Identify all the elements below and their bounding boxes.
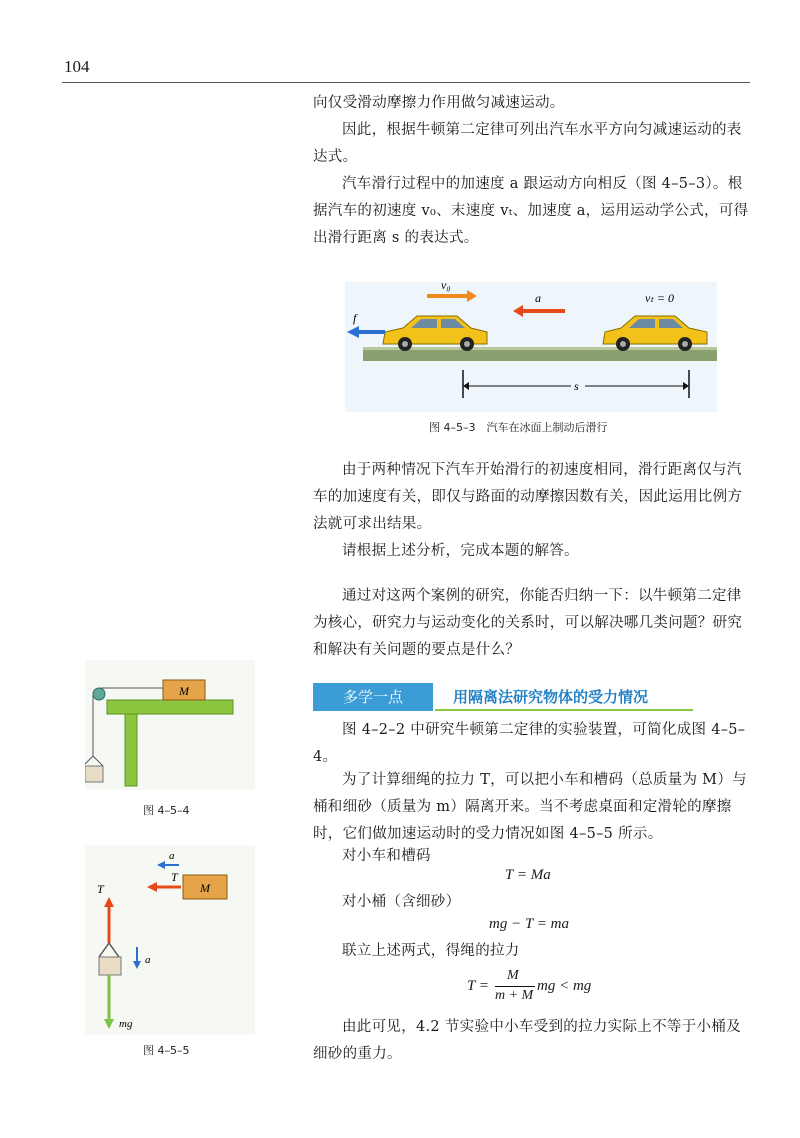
paragraph-10: 对小桶（含细砂） [342, 894, 461, 910]
svg-text:mg: mg [119, 1018, 133, 1030]
paragraph-4: 由于两种情况下汽车开始滑行的初速度相同，滑行距离仅与汽车的加速度有关，即仅与路面的动摩擦因数有关，因此运用比例方法就可求出结果。 [313, 462, 743, 532]
equation-1: T = Ma [505, 867, 551, 883]
pulley [93, 688, 105, 700]
paragraph-8: 为了计算细绳的拉力 T，可以把小车和槽码（总质量为 M）与桶和细砂（质量为 m）隔离开来。当不考虑桌面和定滑轮的摩擦时，它们做加速运动时的受力情况如图 4–5–5 所示。 [313, 772, 747, 842]
page-number: 104 [64, 57, 90, 76]
bucket [85, 766, 103, 782]
figure-caption-4-5-4: 图 4–5–4 [143, 804, 190, 817]
paragraph-11: 联立上述两式，得绳的拉力 [342, 943, 520, 959]
paragraph-7: 图 4–2–2 中研究牛顿第二定律的实验装置，可简化成图 4–5–4。 [313, 722, 746, 765]
label-s: s [574, 379, 579, 393]
paragraph-5: 请根据上述分析，完成本题的解答。 [342, 543, 579, 559]
label-M: M [179, 684, 189, 698]
table-leg [125, 714, 137, 786]
label-v0: v₀ [441, 282, 451, 292]
figure-car-sliding [345, 282, 717, 412]
paragraph-6: 通过对这两个案例的研究，你能否归纳一下：以牛顿第二定律为核心，研究力与运动变化的关系时，可以解决哪几类问题？研究和解决有关问题的要点是什么？ [313, 588, 743, 658]
label-f: f [353, 311, 357, 325]
figure-force-diagram [85, 845, 255, 1035]
equation-2: mg − T = ma [489, 916, 569, 932]
figure-pulley-setup [85, 660, 255, 790]
paragraph-12: 由此可见，4.2 节实验中小车受到的拉力实际上不等于小桶及细砂的重力。 [313, 1019, 741, 1062]
section-title: 用隔离法研究物体的受力情况 [453, 688, 649, 706]
figure-caption-4-5-5: 图 4–5–5 [143, 1044, 190, 1057]
paragraph-1: 向仅受滑动摩擦力作用做匀减速运动。 [313, 95, 565, 111]
paragraph-2: 因此，根据牛顿第二定律可列出汽车水平方向匀减速运动的表达式。 [313, 122, 742, 165]
paragraph-9: 对小车和槽码 [342, 848, 431, 864]
bucket [99, 957, 121, 975]
equation-3: T = M m + M mg < mg [467, 968, 592, 1003]
table-top [107, 700, 233, 714]
paragraph-3: 汽车滑行过程中的加速度 a 跟运动方向相反（图 4–5–3）。根据汽车的初速度 v₀、末速度 vₜ、加速度 a，运用运动学公式，可得出滑行距离 s 的表达式。 [313, 176, 749, 246]
svg-text:a: a [145, 954, 151, 966]
section-banner [313, 683, 753, 711]
header-rule [62, 82, 750, 83]
figure-caption-4-5-3: 图 4–5–3 汽车在冰面上制动后滑行 [429, 421, 608, 434]
svg-text:T: T [171, 870, 178, 884]
svg-text:T: T [97, 882, 104, 896]
svg-text:M: M [200, 881, 210, 895]
label-a: a [535, 291, 541, 305]
section-tag: 多学一点 [313, 683, 433, 711]
label-vt: vₜ = 0 [645, 291, 674, 305]
svg-text:a: a [169, 850, 175, 862]
